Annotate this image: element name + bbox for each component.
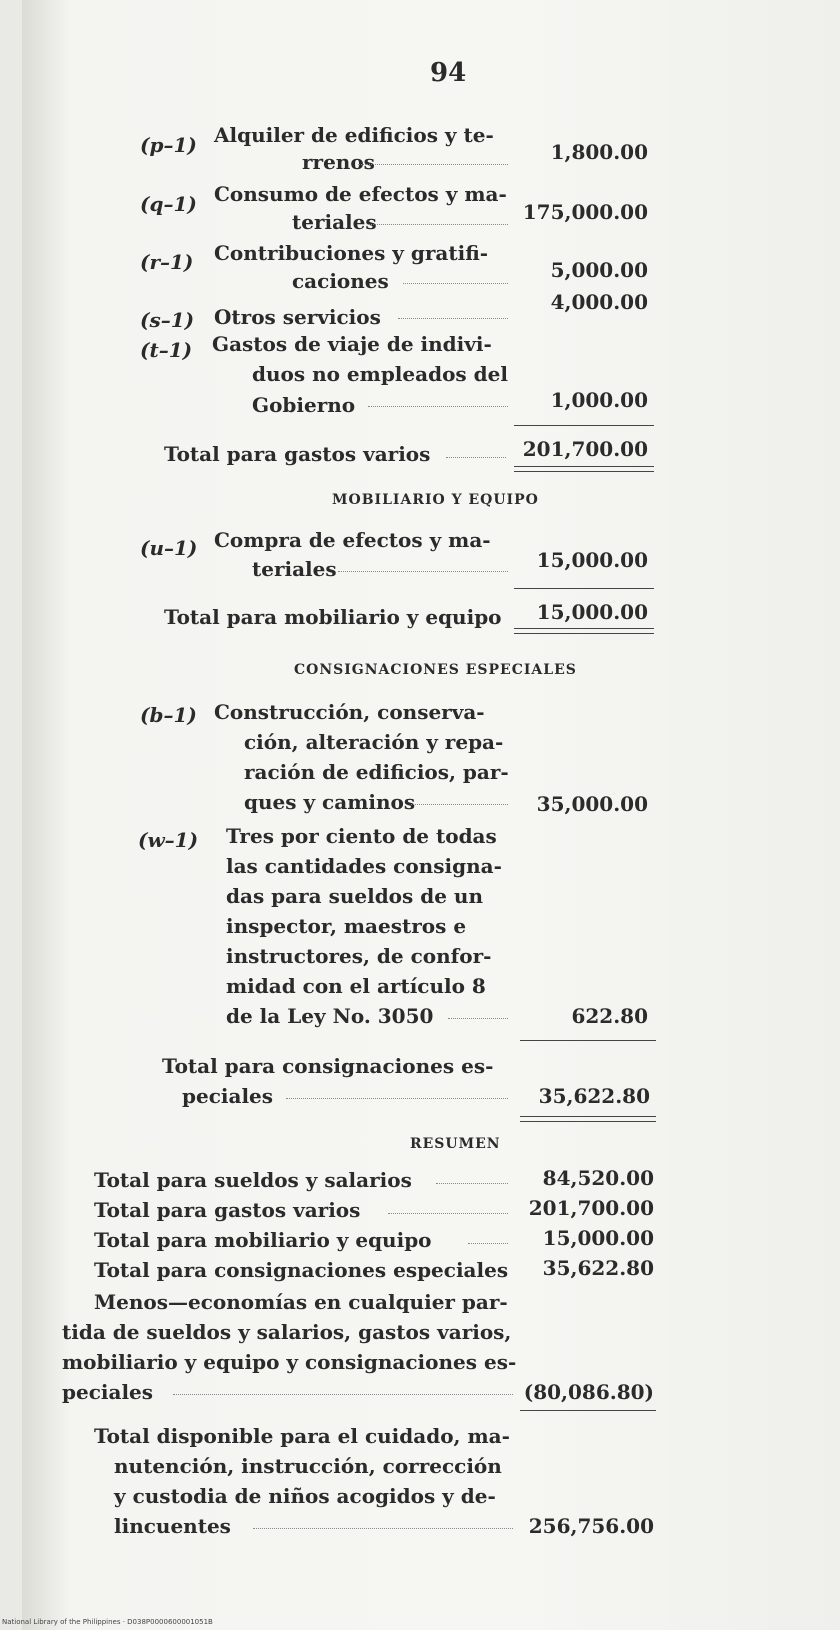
total-amount: 201,700.00 bbox=[522, 437, 648, 461]
subtotal-rule bbox=[520, 1410, 656, 1411]
menos-line: Menos—economías en cualquier par- bbox=[94, 1290, 508, 1314]
item-text-line: de la Ley No. 3050 bbox=[226, 1004, 434, 1028]
document-page bbox=[22, 0, 840, 1630]
item-text-line: teriales bbox=[252, 557, 337, 581]
item-text-line: Contribuciones y gratifi- bbox=[214, 241, 489, 265]
total-label-line: peciales bbox=[182, 1084, 274, 1108]
dot-leader bbox=[286, 1097, 508, 1099]
dot-leader bbox=[403, 282, 508, 284]
item-text-line: Gastos de viaje de indivi- bbox=[212, 332, 492, 356]
item-text-line: ración de edificios, par- bbox=[244, 760, 509, 784]
item-code: (r–1) bbox=[140, 250, 194, 274]
item-amount: 35,000.00 bbox=[536, 792, 648, 816]
subtotal-rule bbox=[514, 588, 654, 589]
resumen-amount: 15,000.00 bbox=[542, 1226, 654, 1250]
item-amount: 1,000.00 bbox=[550, 388, 648, 412]
final-amount: 256,756.00 bbox=[528, 1514, 654, 1538]
item-code: (q–1) bbox=[140, 192, 197, 216]
item-text-line: midad con el artículo 8 bbox=[226, 974, 486, 998]
item-text-line: Tres por ciento de todas bbox=[226, 824, 497, 848]
item-text-line: caciones bbox=[292, 269, 389, 293]
dot-leader bbox=[253, 1527, 513, 1529]
item-text-line: Gobierno bbox=[252, 393, 356, 417]
item-text-line: instructores, de confor- bbox=[226, 944, 492, 968]
item-amount: 4,000.00 bbox=[550, 290, 648, 314]
item-text-line: Consumo de efectos y ma- bbox=[214, 182, 507, 206]
dot-leader bbox=[173, 1393, 513, 1395]
item-text-line: ción, alteración y repa- bbox=[244, 730, 504, 754]
item-code: (p–1) bbox=[140, 133, 197, 157]
total-label: Total para gastos varios bbox=[164, 442, 431, 466]
item-text-line: Compra de efectos y ma- bbox=[214, 528, 491, 552]
page-number: 94 bbox=[430, 58, 467, 88]
item-text-line: Alquiler de edificios y te- bbox=[214, 123, 494, 147]
dot-leader bbox=[398, 317, 508, 319]
item-code: (s–1) bbox=[140, 308, 195, 332]
item-amount: 5,000.00 bbox=[550, 258, 648, 282]
menos-line: mobiliario y equipo y consignaciones es- bbox=[62, 1350, 517, 1374]
item-text-line: las cantidades consigna- bbox=[226, 854, 502, 878]
item-amount: 175,000.00 bbox=[522, 200, 648, 224]
subtotal-rule bbox=[514, 425, 654, 426]
section-heading-resumen: RESUMEN bbox=[410, 1136, 501, 1152]
resumen-label: Total para consignaciones especiales bbox=[94, 1258, 509, 1282]
item-code: (b–1) bbox=[140, 703, 197, 727]
total-double-rule bbox=[520, 1116, 656, 1122]
item-code: (u–1) bbox=[140, 536, 198, 560]
final-line: nutención, instrucción, corrección bbox=[114, 1454, 502, 1478]
total-amount: 15,000.00 bbox=[536, 600, 648, 624]
item-text-line: teriales bbox=[292, 210, 377, 234]
total-double-rule bbox=[514, 466, 654, 472]
resumen-amount: 201,700.00 bbox=[528, 1196, 654, 1220]
section-heading-mobiliario: MOBILIARIO Y EQUIPO bbox=[332, 492, 539, 508]
menos-line: peciales bbox=[62, 1380, 154, 1404]
item-text-line: ques y caminos bbox=[244, 790, 416, 814]
subtotal-rule bbox=[520, 1040, 656, 1041]
item-amount: 15,000.00 bbox=[536, 548, 648, 572]
item-amount: 622.80 bbox=[571, 1004, 648, 1028]
total-label-line: Total para consignaciones es- bbox=[162, 1054, 494, 1078]
archive-footer-note: National Library of the Philippines · D038P0000600001051B bbox=[2, 1618, 213, 1626]
section-heading-consignaciones: CONSIGNACIONES ESPECIALES bbox=[294, 662, 577, 678]
total-label: Total para mobiliario y equipo bbox=[164, 605, 502, 629]
item-text-line: Construcción, conserva- bbox=[214, 700, 485, 724]
item-code: (w–1) bbox=[138, 828, 199, 852]
menos-amount: (80,086.80) bbox=[523, 1380, 654, 1404]
final-line: y custodia de niños acogidos y de- bbox=[114, 1484, 496, 1508]
item-text-line: inspector, maestros e bbox=[226, 914, 467, 938]
item-text-line: duos no empleados del bbox=[252, 362, 508, 386]
item-text-line: rrenos bbox=[302, 150, 375, 174]
resumen-amount: 35,622.80 bbox=[542, 1256, 654, 1280]
total-amount: 35,622.80 bbox=[538, 1084, 650, 1108]
final-line: lincuentes bbox=[114, 1514, 231, 1538]
resumen-label: Total para mobiliario y equipo bbox=[94, 1228, 432, 1252]
item-text-line: Otros servicios bbox=[214, 305, 381, 329]
menos-line: tida de sueldos y salarios, gastos varios, bbox=[62, 1320, 512, 1344]
resumen-label: Total para sueldos y salarios bbox=[94, 1168, 412, 1192]
item-amount: 1,800.00 bbox=[550, 140, 648, 164]
resumen-amount: 84,520.00 bbox=[542, 1166, 654, 1190]
item-text-line: das para sueldos de un bbox=[226, 884, 483, 908]
final-line: Total disponible para el cuidado, ma- bbox=[94, 1424, 510, 1448]
item-code: (t–1) bbox=[140, 338, 193, 362]
resumen-label: Total para gastos varios bbox=[94, 1198, 361, 1222]
total-double-rule bbox=[514, 628, 654, 634]
